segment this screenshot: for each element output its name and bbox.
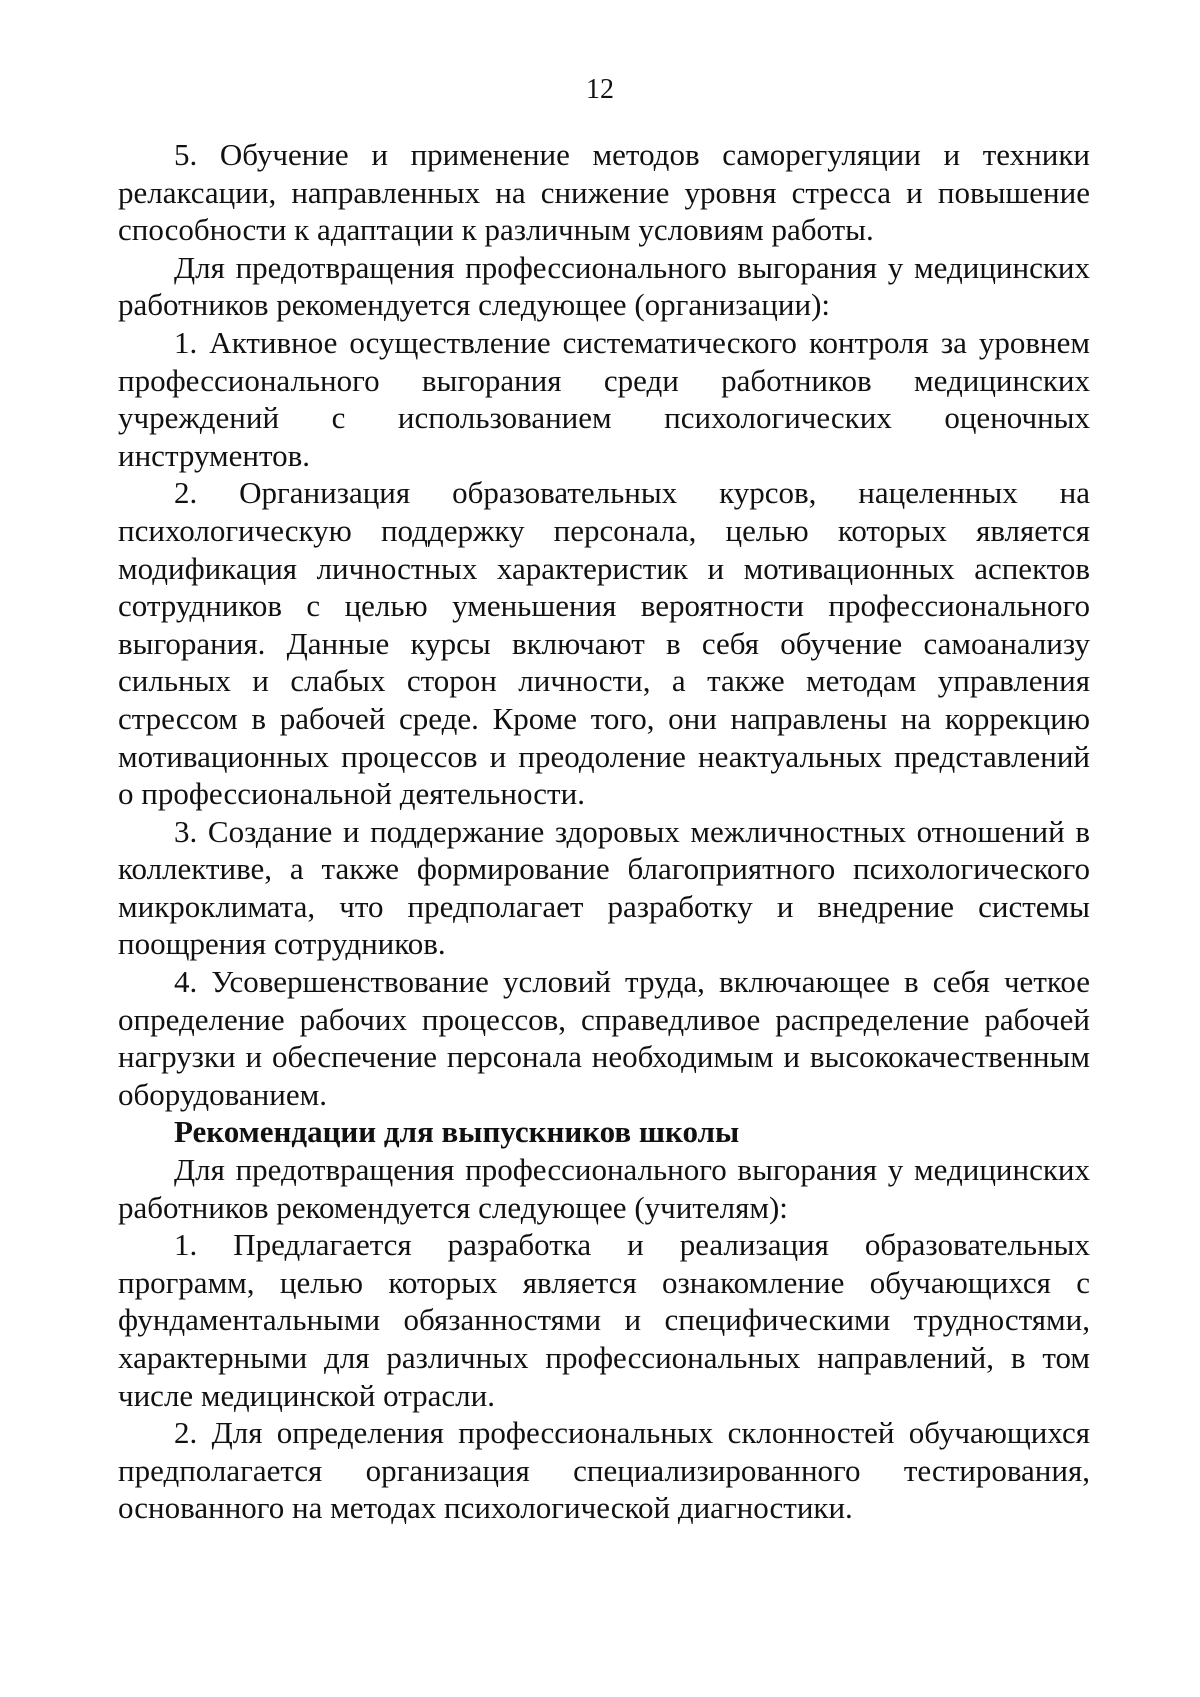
paragraph-item-5-self-regulation: 5. Обучение и применение методов саморегуляции и техники релаксации, направленных на снижение уровня стресса и повышение способности к адаптации к различным условиям работы. bbox=[118, 137, 1090, 248]
paragraph-teachers-intro: Для предотвращения профессионального выгорания у медицинских работников рекомендуется следующее (учителям): bbox=[118, 1152, 1090, 1225]
paragraph-teachers-item-2: 2. Для определения профессиональных склонностей обучающихся предполагается организация специализированного тестирования, основанного на методах психологической диагностики. bbox=[118, 1415, 1090, 1526]
paragraph-organization-intro: Для предотвращения профессионального выгорания у медицинских работников рекомендуется следующее (организации): bbox=[118, 249, 1090, 323]
paragraph-org-item-3: 3. Создание и поддержание здоровых межличностных отношений в коллективе, а также формирование благоприятного психологического микроклимата, что предполагает разработку и внедрение системы поощрения сотрудников. bbox=[118, 813, 1090, 962]
paragraph-org-item-4: 4. Усовершенствование условий труда, включающее в себя четкое определение рабочих процессов, справедливое распределение рабочей нагрузки и обеспечение персонала необходимым и высококачественным оборудованием. bbox=[118, 964, 1090, 1112]
page-body bbox=[118, 136, 1090, 1527]
paragraph-org-item-2: 2. Организация образовательных курсов, нацеленных на психологическую поддержку персонала, целью которых является модификация личностных характеристик и мотивационных аспектов сотрудников с целью уменьшения вероятности профессионального выгорания. Данные курсы включают в себя обучение самоанализу сильных и слабых сторон личности, а также методам управления стрессом в рабочей среде. Кроме того, они направлены на коррекцию мотивационных процессов и преодоление неактуальных представлений о профессиональной деятельности. bbox=[118, 475, 1090, 812]
section-heading-graduates: Рекомендации для выпускников школы bbox=[174, 1114, 740, 1150]
paragraph-teachers-item-1: 1. Предлагается разработка и реализация образовательных программ, целью которых является ознакомление обучающихся с фундаментальными обязанностями и специфическими трудностями, характерными для различных профессиональных направлений, в том числе медицинской отрасли. bbox=[118, 1227, 1090, 1413]
page-number: 12 bbox=[586, 74, 614, 105]
paragraph-org-item-1: 1. Активное осуществление систематического контроля за уровнем профессионального выгорания среди работников медицинских учреждений с использованием психологических оценочных инструментов. bbox=[118, 324, 1090, 473]
